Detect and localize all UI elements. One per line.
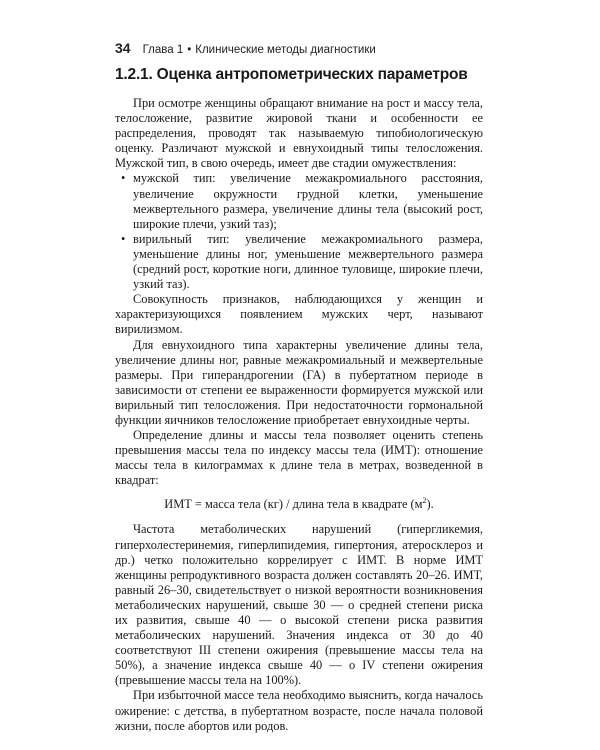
page-number: 34	[115, 40, 131, 56]
paragraph-1: При осмотре женщины обращают внимание на рост и массу тела, телосложение, развитие жировой ткани и особенности ее распределения, проводят так называемую типобиологическую оценку. Различают мужской и евнухоидный типы телосложения. Мужской тип, в свою очередь, имеет две стадии омужествления:	[115, 96, 483, 171]
formula-end: ).	[426, 497, 434, 512]
list-item-text: мужской тип: увеличение межакромиального расстояния, увеличение окружности грудной клетки, уменьшение межвертельного размера, увеличение длины тела (высокий рост, широкие плечи, узкий таз);	[133, 171, 483, 231]
bullet-icon: •	[121, 231, 126, 246]
bullet-icon: •	[121, 171, 126, 186]
body-text	[115, 96, 483, 734]
running-head	[115, 40, 483, 56]
paragraph-3: Для евнухоидного типа характерны увеличение длины тела, увеличение длины ног, равные межакромиальный и межвертельные размеры. При гиперандрогении (ГА) в пубертатном периоде в зависимости от степени ее выраженности формируется мужской или вирильный тип телосложения. При недостаточности гормональной функции яичников телосложение приобретает евнухоидные черты.	[115, 337, 483, 427]
list-item-text: вирильный тип: увеличение межакромиального размера, уменьшение длины ног, уменьшение межвертельного размера (средний рост, короткие ноги, длинное туловище, широкие плечи, узкий таз).	[133, 231, 483, 292]
list-item	[115, 171, 483, 231]
book-page	[115, 40, 483, 734]
section-title: 1.2.1. Оценка антропометрических параметров	[115, 66, 468, 83]
chapter-title: Клинические методы диагностики	[195, 44, 376, 56]
formula-text: ИМТ = масса тела (кг) / длина тела в квадрате (м	[164, 497, 423, 512]
paragraph-4: Определение длины и массы тела позволяет оценить степень превышения массы тела по индексу массы тела (ИМТ): отношение массы тела в килограммах к длине тела в метрах, возведенной в квадрат:	[115, 428, 483, 488]
bullet-list	[115, 171, 483, 292]
bmi-formula	[115, 497, 483, 512]
paragraph-2: Совокупность признаков, наблюдающихся у женщин и характеризующихся появлением мужских черт, называют вирилизмом.	[115, 292, 483, 337]
list-item	[115, 232, 483, 292]
header-separator: •	[187, 44, 192, 56]
formula-exponent: 2	[422, 496, 427, 506]
chapter-label: Глава 1	[142, 44, 184, 56]
paragraph-6: При избыточной массе тела необходимо выяснить, когда началось ожирение: с детства, в пубертатном возрасте, после начала половой жизни, после абортов или родов.	[115, 688, 483, 733]
paragraph-5: Частота метаболических нарушений (гипергликемия, гиперхолестеринемия, гиперлипидемия, гипертония, атеросклероз и др.) четко положительно коррелирует с ИМТ. В норме ИМТ женщины репродуктивного возраста должен составлять 20–26. ИМТ, равный 26–30, свидетельствует о низкой вероятности возникновения метаболических нарушений, свыше 30 — о средней степени риска их развития, свыше 40 — о высокой степени риска развития метаболических нарушений. Значения индекса от 30 до 40 соответствуют III степени ожирения (превышение массы тела на 50%), а значение индекса свыше 40 — о IV степени ожирения (превышение массы тела на 100%).	[115, 522, 483, 688]
